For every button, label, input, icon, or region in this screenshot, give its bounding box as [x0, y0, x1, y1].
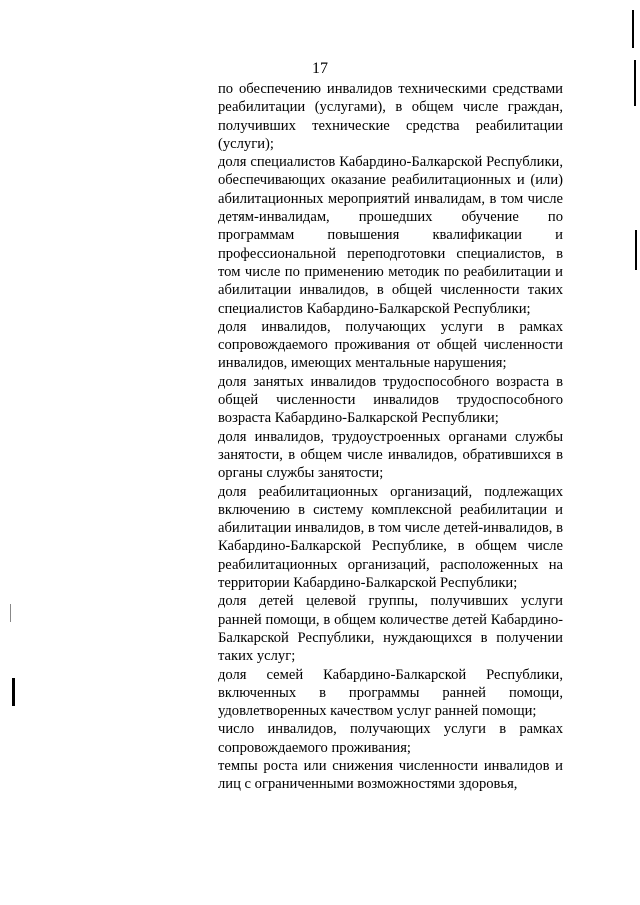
scan-edge-mark [10, 604, 11, 622]
paragraph: доля специалистов Кабардино-Балкарской Республики, обеспечивающих оказание реабилитационных и (или) абилитационных мероприятий инвалидам, в том числе детям-инвалидам, прошедших обучение по программам повышения квалификации и профессиональной переподготовки специалистов, в том числе по применению методик по реабилитации и абилитации инвалидов, в общей численности таких специалистов Кабардино-Балкарской Республики; [218, 154, 563, 317]
paragraph: доля реабилитационных организаций, подлежащих включению в систему комплексной реабилитации и абилитации инвалидов, в том числе детей-инвалидов, в Кабардино-Балкарской Республике, в общем числе реабилитационных организаций, расположенных на территории Кабардино-Балкарской Республики; [218, 483, 563, 592]
scan-edge-mark [635, 230, 637, 270]
paragraph: доля инвалидов, трудоустроенных органами службы занятости, в общем числе инвалидов, обратившихся в органы службы занятости; [218, 428, 563, 482]
paragraph: доля детей целевой группы, получивших услуги ранней помощи, в общем количестве детей Кабардино-Балкарской Республики, нуждающихся в получении таких услуг; [218, 593, 563, 665]
paragraph: доля семей Кабардино-Балкарской Республики, включенных в программы ранней помощи, удовлетворенных качеством услуг ранней помощи; [218, 666, 563, 720]
scan-edge-mark [632, 10, 634, 48]
scan-edge-mark [634, 60, 636, 106]
paragraph: доля инвалидов, получающих услуги в рамках сопровождаемого проживания от общей численности инвалидов, имеющих ментальные нарушения; [218, 318, 563, 372]
paragraph: доля занятых инвалидов трудоспособного возраста в общей численности инвалидов трудоспособного возраста Кабардино-Балкарской Республики; [218, 373, 563, 427]
paragraph: по обеспечению инвалидов техническими средствами реабилитации (услугами), в общем числе граждан, получивших технические средства реабилитации (услуги); [218, 81, 563, 152]
scan-edge-mark [12, 678, 15, 706]
page-number: 17 [312, 60, 328, 77]
paragraph: темпы роста или снижения численности инвалидов и лиц с ограниченными возможностями здоровья, [218, 757, 563, 793]
paragraph: число инвалидов, получающих услуги в рамках сопровождаемого проживания; [218, 721, 563, 756]
document-body [218, 80, 563, 794]
